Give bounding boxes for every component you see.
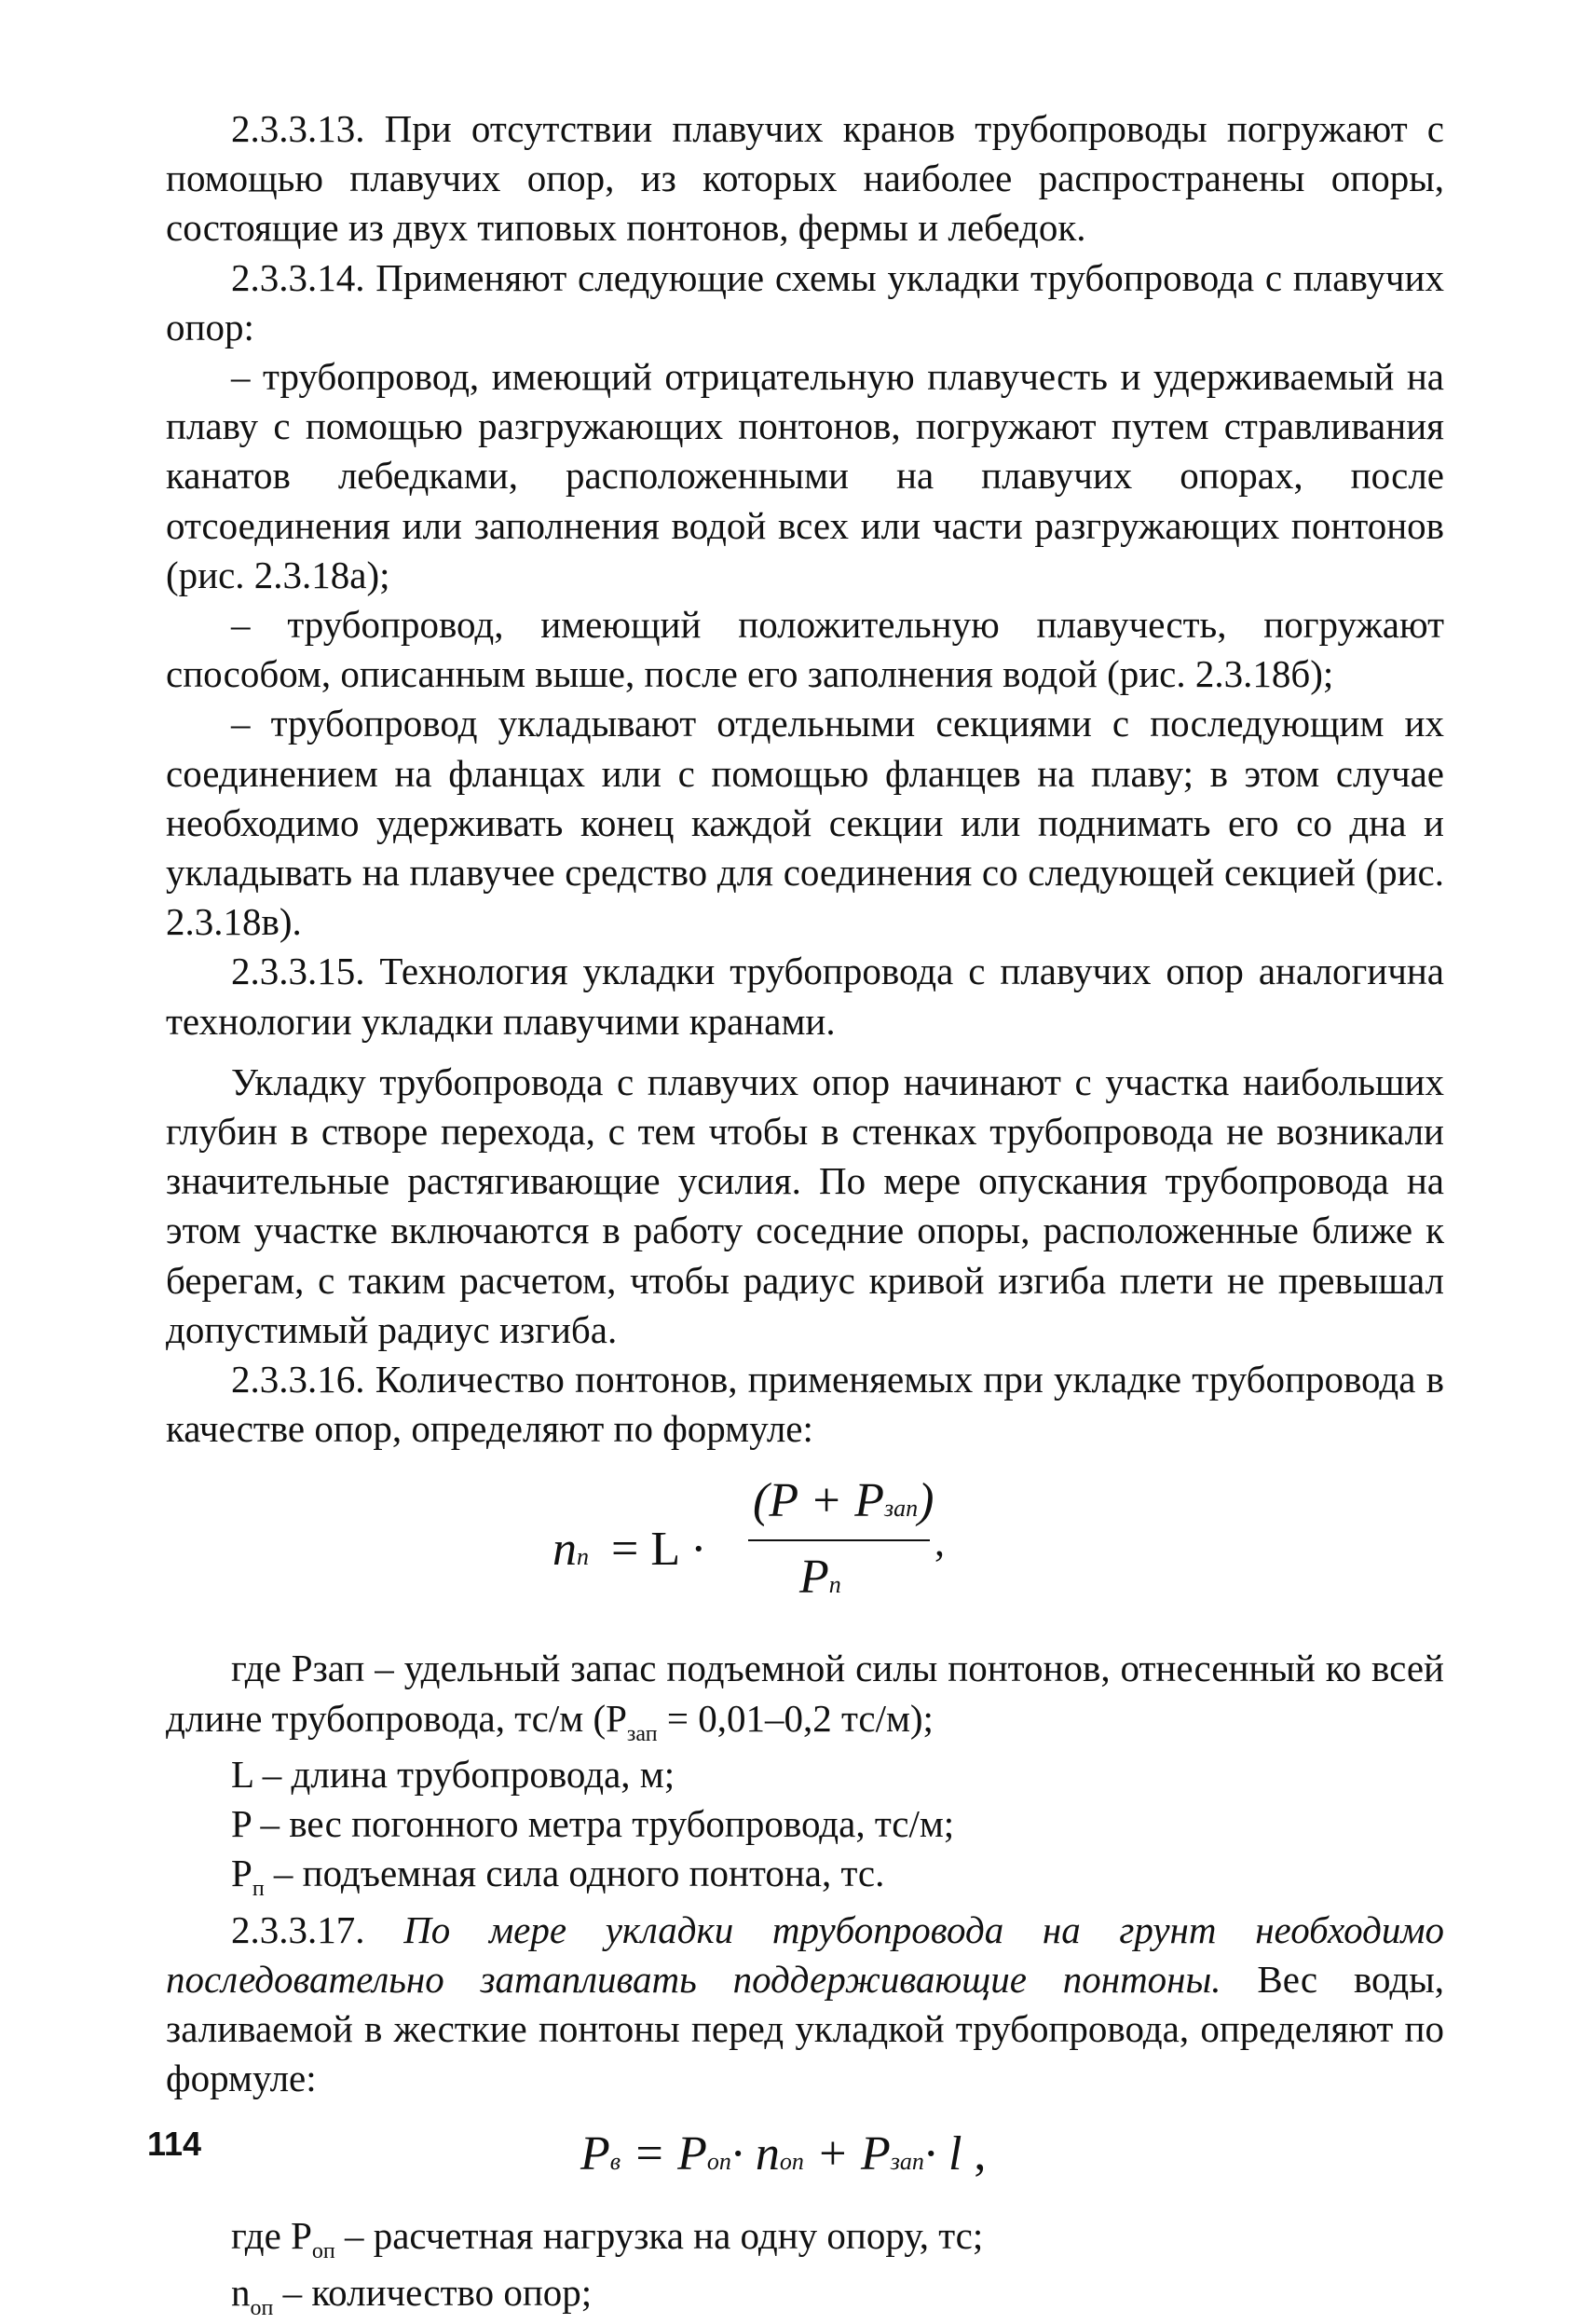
definition-nop: $n_{оп}$ – количество опор; <box>231 2270 593 2320</box>
list-item-negative-buoyancy: – трубопровод, имеющий отрицательную плавучесть и удерживаемый на плаву с помощью разгружающих понтонов, погружают путем стравливания канатов лебедками, расположенными на плавучих опорах, после отсоединения или заполнения водой всех или части разгружающих понтонов (рис. 2.3.18а); <box>166 355 1444 596</box>
formula1-numerator: (P + Pзап) <box>753 1474 934 1528</box>
definition-P: P – вес погонного метра трубопровода, тс/м; <box>231 1802 955 1846</box>
paragraph-2-3-3-14: 2.3.3.14. Применяют следующие схемы укладки трубопровода с плавучих опор: <box>166 255 1444 349</box>
definition-Pp: $Р_п$ – подъемная сила одного понтона, тс. <box>231 1852 885 1902</box>
formula1-fraction-bar <box>748 1539 930 1541</box>
formula2-text: Pв = Pоп· nоп + Pзап· l , <box>580 2127 987 2181</box>
paragraph-laying-start: Укладку трубопровода с плавучих опор начинают с участка наибольших глубин в створе перехода, с тем чтобы в стенках трубопровода не возникали значительные растягивающие усилия. По мере опускания трубопровода на этом участке включаются в работу соседние опоры, расположенные ближе к берегам, с таким расчетом, чтобы радиус кривой изгиба плети не превышал допустимый радиус изгиба. <box>166 1059 1444 1351</box>
list-item-positive-buoyancy: – трубопровод, имеющий положительную плавучесть, погружают способом, описанным выше, после его заполнения водой (рис. 2.3.18б); <box>166 603 1444 696</box>
paragraph-2-3-3-15: 2.3.3.15. Технология укладки трубопровода с плавучих опор аналогична технологии укладки плавучими кранами. <box>166 950 1444 1043</box>
list-item-sections: – трубопровод укладывают отдельными секциями с последующим их соединением на фланцах или с помощью фланцев на плаву; в этом случае необходимо удерживать конец каждой секции или поднимать его со дна и укладывать на плавучее средство для соединения со следующей секцией (рис. 2.3.18в). <box>166 702 1444 944</box>
formula-water-weight <box>166 2109 1444 2211</box>
formula1-eq-L: = L · <box>611 1523 707 1577</box>
formula1-comma: , <box>934 1519 945 1565</box>
text-column <box>166 104 1444 2324</box>
paragraph-2-3-3-17: 2.3.3.17. По мере укладки трубопровода на грунт необходимо последовательно затапливать поддерживающие понтоны. Вес воды, заливаемой в жесткие понтоны перед укладкой трубопровода, определяют по формуле: <box>166 1907 1444 2100</box>
definition-Pop: где $Р_{оп}$ – расчетная нагрузка на одну опору, тс; <box>231 2214 984 2264</box>
paragraph-2-3-3-13: 2.3.3.13. При отсутствии плавучих кранов трубопроводы погружают с помощью плавучих опор, из которых наиболее распространены опоры, состоящие из двух типовых понтонов, фермы и лебедок. <box>166 107 1444 250</box>
page-number: 114 <box>147 2125 202 2163</box>
definition-pzap: где Рзап – удельный запас подъемной силы понтонов, отнесенный ко всей длине трубопровода, тс/м ($Р_{зап} = 0,01-0,2$ тс/м); <box>166 1647 1444 1746</box>
formula1-denominator: Pп <box>799 1551 841 1605</box>
definition-L: L – длина трубопровода, м; <box>231 1752 675 1796</box>
formula1-lhs: nп <box>552 1523 589 1577</box>
formula-pontoon-count <box>166 1459 1444 1636</box>
paragraph-2-3-3-16: 2.3.3.16. Количество понтонов, применяемых при укладке трубопровода в качестве опор, определяют по формуле: <box>166 1358 1444 1451</box>
